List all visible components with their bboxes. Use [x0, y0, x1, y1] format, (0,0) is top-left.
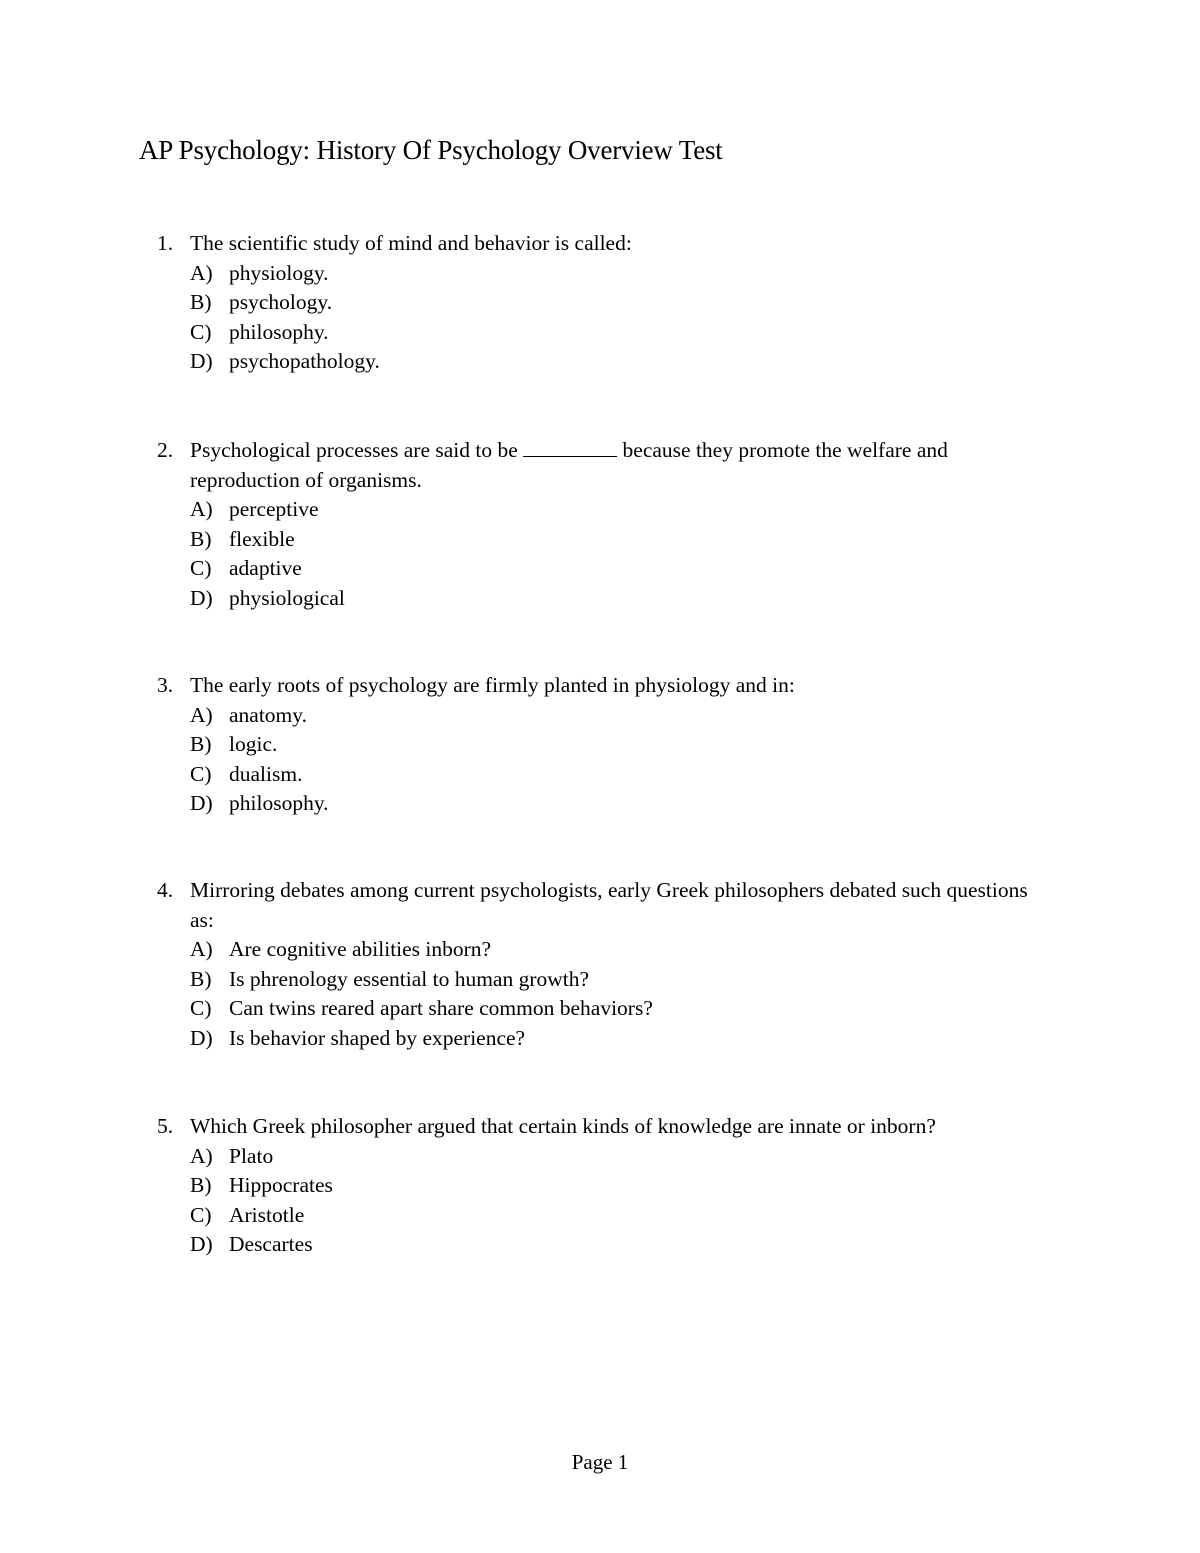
choice-letter: B) — [190, 290, 212, 314]
choice-letter: C) — [190, 1202, 212, 1227]
choice-text: philosophy. — [229, 791, 329, 815]
answer-choice-c — [157, 554, 1037, 584]
choice-letter: D) — [190, 1025, 213, 1050]
choice-letter: C) — [190, 319, 212, 344]
question-stem — [157, 1112, 1037, 1142]
question-text-after-blank: because they promote the welfare and reproduction of organisms. — [190, 438, 948, 492]
question-stem — [157, 671, 1037, 701]
page-number: Page 1 — [571, 1450, 629, 1474]
answer-choices — [157, 701, 1037, 819]
choice-text: Plato — [229, 1143, 274, 1168]
choice-text: psychology. — [229, 290, 333, 314]
answer-choice-a — [157, 935, 1037, 965]
choice-text: adaptive — [229, 556, 302, 580]
choice-text: physiology. — [229, 260, 329, 285]
choice-text: flexible — [229, 526, 295, 551]
question-1 — [157, 229, 1037, 377]
question-number: 4. — [157, 878, 174, 902]
choice-text: Is phrenology essential to human growth? — [229, 966, 590, 991]
answer-choice-d — [157, 1024, 1037, 1054]
fill-in-blank — [523, 438, 617, 457]
question-text: Which Greek philosopher argued that certain kinds of knowledge are innate or inborn? — [190, 1114, 936, 1138]
answer-choice-d — [157, 347, 1037, 377]
choice-letter: B) — [190, 732, 212, 756]
choice-text: Descartes — [229, 1232, 313, 1256]
question-3 — [157, 671, 1037, 819]
choice-letter: A) — [190, 1143, 213, 1168]
answer-choice-a — [157, 1142, 1037, 1172]
page-title: AP Psychology: History Of Psychology Overview Test — [139, 135, 723, 165]
question-number: 2. — [157, 438, 174, 462]
question-text: The scientific study of mind and behavior is called: — [190, 231, 632, 255]
choice-text: physiological — [229, 585, 345, 610]
choice-text: Are cognitive abilities inborn? — [229, 937, 492, 961]
answer-choice-b — [157, 1171, 1037, 1201]
answer-choice-c — [157, 994, 1037, 1024]
answer-choices — [157, 1142, 1037, 1260]
answer-choice-c — [157, 318, 1037, 348]
answer-choice-a — [157, 495, 1037, 525]
question-text: Mirroring debates among current psychologists, early Greek philosophers debated such questions as: — [190, 878, 1028, 932]
choice-letter: D) — [190, 349, 213, 373]
choice-text: Is behavior shaped by experience? — [229, 1025, 526, 1050]
choice-letter: A) — [190, 937, 213, 961]
choice-letter: B) — [190, 966, 212, 991]
choice-letter: A) — [190, 260, 213, 285]
question-stem — [157, 436, 1037, 495]
choice-text: dualism. — [229, 761, 303, 786]
choice-letter: B) — [190, 526, 212, 551]
question-number: 3. — [157, 673, 174, 697]
choice-letter: A) — [190, 702, 213, 727]
question-stem — [157, 876, 1037, 935]
choice-letter: D) — [190, 585, 213, 610]
choice-text: philosophy. — [229, 319, 329, 344]
question-number: 1. — [157, 231, 174, 255]
answer-choice-b — [157, 730, 1037, 760]
answer-choice-c — [157, 1201, 1037, 1231]
question-stem — [157, 229, 1037, 259]
answer-choice-b — [157, 525, 1037, 555]
choice-text: psychopathology. — [229, 349, 380, 373]
choice-letter: B) — [190, 1173, 212, 1197]
question-text: The early roots of psychology are firmly planted in physiology and in: — [190, 673, 795, 697]
question-2 — [157, 436, 1037, 613]
question-number: 5. — [157, 1114, 174, 1138]
choice-letter: C) — [190, 556, 212, 580]
question-5 — [157, 1112, 1037, 1260]
answer-choice-a — [157, 701, 1037, 731]
answer-choices — [157, 495, 1037, 613]
choice-letter: A) — [190, 497, 213, 521]
answer-choice-a — [157, 259, 1037, 289]
answer-choices — [157, 259, 1037, 377]
choice-text: Hippocrates — [229, 1173, 333, 1197]
question-4 — [157, 876, 1037, 1053]
choice-letter: D) — [190, 791, 213, 815]
choice-text: anatomy. — [229, 702, 308, 727]
answer-choice-d — [157, 1230, 1037, 1260]
choice-text: Aristotle — [229, 1202, 305, 1227]
answer-choice-d — [157, 789, 1037, 819]
answer-choice-d — [157, 584, 1037, 614]
answer-choices — [157, 935, 1037, 1053]
answer-choice-b — [157, 965, 1037, 995]
choice-text: Can twins reared apart share common behaviors? — [229, 996, 653, 1020]
answer-choice-c — [157, 760, 1037, 790]
question-text — [190, 436, 1037, 495]
answer-choice-b — [157, 288, 1037, 318]
choice-text: perceptive — [229, 497, 319, 521]
choice-letter: C) — [190, 996, 212, 1020]
choice-letter: D) — [190, 1232, 213, 1256]
choice-text: logic. — [229, 732, 278, 756]
question-text-before-blank: Psychological processes are said to be — [190, 438, 518, 462]
choice-letter: C) — [190, 761, 212, 786]
